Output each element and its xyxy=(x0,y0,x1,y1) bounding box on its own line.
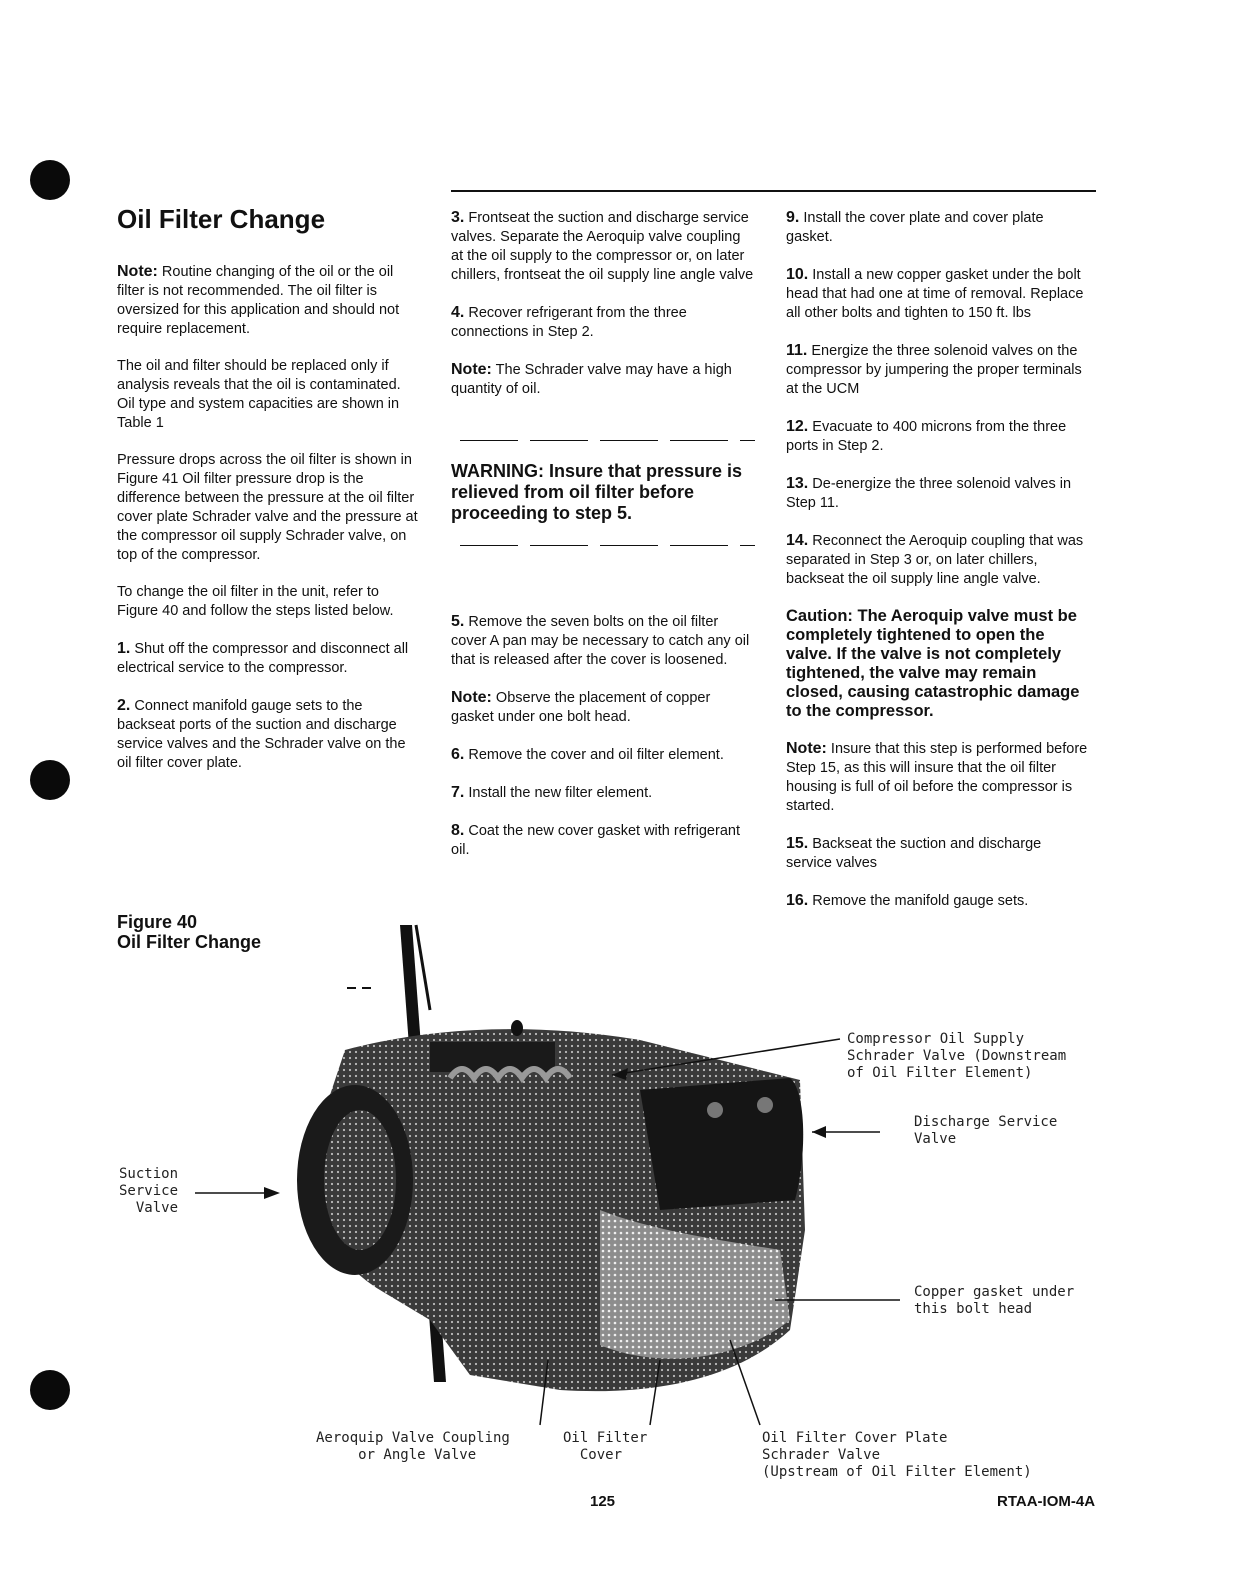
callout-copper-gasket: Copper gasket under this bolt head xyxy=(914,1284,1075,1317)
step-number: 15. xyxy=(786,835,809,852)
discharge-port xyxy=(707,1102,723,1118)
step-text: Recover refrigerant from the three connections in Step 2. xyxy=(451,305,687,340)
discharge-port xyxy=(757,1097,773,1113)
warning-text: WARNING: Insure that pressure is relieved from oil filter before proceeding to step 5. xyxy=(451,461,743,523)
step-number: 3. xyxy=(451,209,465,226)
step-number: 13. xyxy=(786,475,809,492)
note-label: Note: xyxy=(117,263,158,280)
figure-title: Oil Filter Change xyxy=(117,932,262,952)
step-text: Backseat the suction and discharge service valves xyxy=(786,836,1042,871)
step-text: Install the cover plate and cover plate gasket. xyxy=(786,210,1044,245)
document-code: RTAA-IOM-4A xyxy=(997,1493,1096,1510)
figure-number: Figure 40 xyxy=(117,912,198,932)
note-text: Routine changing of the oil or the oil filter is not recommended. The oil filter is oversized for this application and should not require replacement. xyxy=(117,264,400,337)
dark-mark xyxy=(511,1020,523,1036)
step-text: Install a new copper gasket under the bolt head that had one at time of removal. Replace all other bolts and tighten to 150 ft. lbs xyxy=(786,267,1084,321)
callout-aeroquip: Aeroquip Valve Coupling or Angle Valve xyxy=(316,1430,510,1463)
paragraph: Pressure drops across the oil filter is shown in Figure 41 Oil filter pressure drop is the difference between the pressure at the oil filter cover plate Schrader valve and the pressure at the compressor oil supply Schrader valve, on top of the compressor. xyxy=(117,452,418,563)
step-text: Evacuate to 400 microns from the three ports in Step 2. xyxy=(786,419,1067,454)
note-text: The Schrader valve may have a high quantity of oil. xyxy=(451,362,732,397)
step-text: Shut off the compressor and disconnect all electrical service to the compressor. xyxy=(117,641,409,676)
step-text: De-energize the three solenoid valves in Step 11. xyxy=(786,476,1072,511)
step-number: 14. xyxy=(786,532,809,549)
step-number: 11. xyxy=(786,342,808,359)
callout-cover-plate-schrader: Oil Filter Cover Plate Schrader Valve (Upstream of Oil Filter Element) xyxy=(762,1430,1032,1480)
step-text: Energize the three solenoid valves on the compressor by jumpering the proper terminals at the UCM xyxy=(786,343,1082,397)
note-label: Note: xyxy=(451,361,492,378)
step-text: Coat the new cover gasket with refrigerant oil. xyxy=(451,823,740,858)
step-number: 8. xyxy=(451,822,465,839)
pipe-highlight xyxy=(416,925,430,1010)
step-text: Remove the manifold gauge sets. xyxy=(812,893,1029,909)
step-number: 9. xyxy=(786,209,800,226)
step-number: 5. xyxy=(451,613,465,630)
step-number: 7. xyxy=(451,784,465,801)
callout-compressor-oil-supply: Compressor Oil Supply Schrader Valve (Downstream of Oil Filter Element) xyxy=(847,1031,1067,1081)
step-text: Connect manifold gauge sets to the backseat ports of the suction and discharge service valves and the Schrader valve on the oil filter cover plate. xyxy=(117,698,406,771)
note-text: Observe the placement of copper gasket under one bolt head. xyxy=(451,690,711,725)
callout-oil-filter-cover: Oil Filter Cover xyxy=(563,1430,648,1463)
step-number: 2. xyxy=(117,697,131,714)
section-title: Oil Filter Change xyxy=(117,204,326,234)
note-label: Note: xyxy=(786,740,827,757)
caution-text: Caution: The Aeroquip valve must be completely tightened to open the valve. If the valve is not completely tightened, the valve may remain closed, causing catastrophic damage to the compressor. xyxy=(786,607,1080,720)
note-text: Insure that this step is performed before Step 15, as this will insure that the oil filter housing is full of oil before the compressor is started. xyxy=(786,741,1088,814)
step-number: 4. xyxy=(451,304,465,321)
page-number: 125 xyxy=(590,1493,616,1510)
discharge-valve-block xyxy=(640,1078,803,1210)
step-text: Frontseat the suction and discharge service valves. Separate the Aeroquip valve coupling at the oil supply to the compressor or, on later chillers, frontseat the oil supply line angle valve xyxy=(451,210,754,283)
step-number: 6. xyxy=(451,746,465,763)
note-label: Note: xyxy=(451,689,492,706)
step-number: 1. xyxy=(117,640,131,657)
step-number: 16. xyxy=(786,892,809,909)
step-number: 12. xyxy=(786,418,809,435)
step-text: Install the new filter element. xyxy=(468,785,653,801)
step-text: Remove the seven bolts on the oil filter cover A pan may be necessary to catch any oil that is released after the cover is loosened. xyxy=(451,614,750,668)
callout-discharge-service-valve: Discharge Service Valve xyxy=(914,1114,1058,1147)
paragraph: The oil and filter should be replaced only if analysis reveals that the oil is contaminated. Oil type and system capacities are shown in Table 1 xyxy=(117,358,401,431)
suction-flange-rim xyxy=(324,1110,396,1250)
callout-suction-service-valve: Suction Service Valve xyxy=(119,1166,179,1216)
paragraph: To change the oil filter in the unit, refer to Figure 40 and follow the steps listed below. xyxy=(117,584,394,619)
step-number: 10. xyxy=(786,266,809,283)
step-text: Remove the cover and oil filter element. xyxy=(468,747,724,763)
step-text: Reconnect the Aeroquip coupling that was separated in Step 3 or, on later chillers, backseat the oil supply line angle valve. xyxy=(786,533,1084,587)
